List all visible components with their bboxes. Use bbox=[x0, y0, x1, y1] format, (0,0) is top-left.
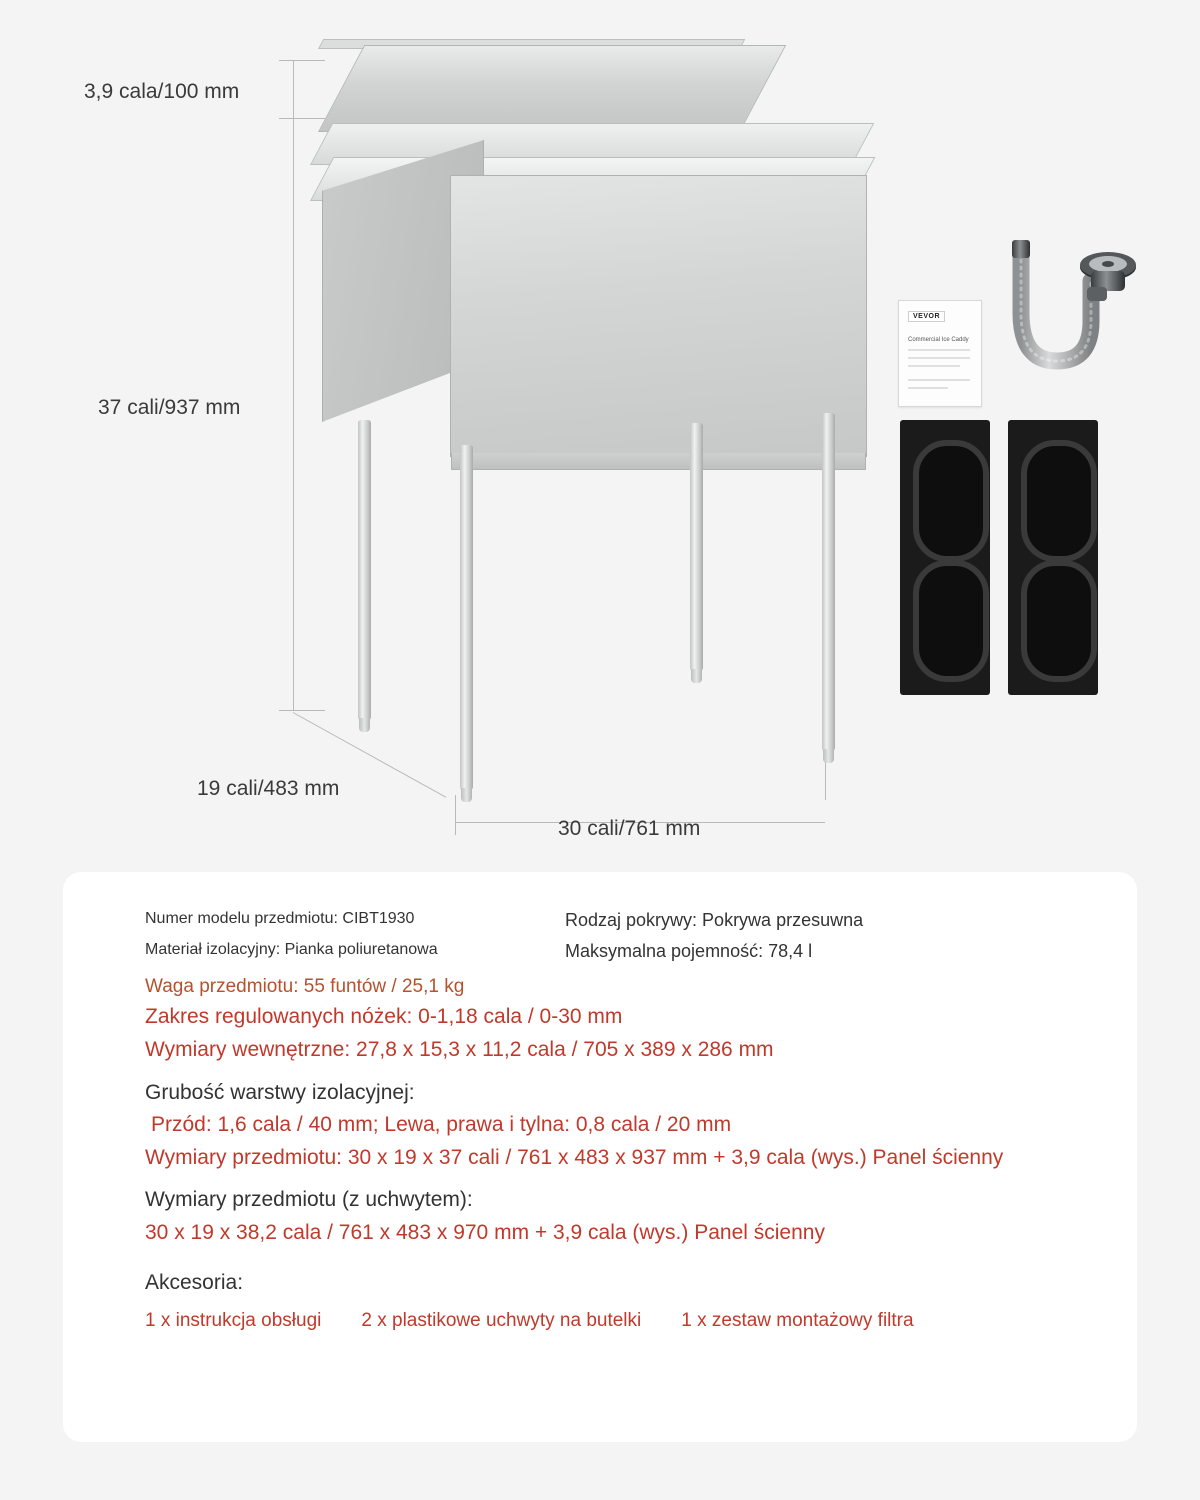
manual-brand-label: VEVOR bbox=[908, 311, 945, 322]
spec-item-dimensions-handle-value: 30 x 19 x 38,2 cala / 761 x 483 x 970 mm + 3,9 cala (wys.) Panel ścienny bbox=[145, 1220, 825, 1244]
spec-item-weight: Waga przedmiotu: 55 funtów / 25,1 kg bbox=[145, 976, 465, 997]
ice-bin-illustration bbox=[300, 45, 890, 815]
manual-text-line bbox=[908, 379, 970, 381]
spec-insulation-thickness-value: Przód: 1,6 cala / 40 mm; Lewa, prawa i tylna: 0,8 cala / 20 mm bbox=[151, 1113, 732, 1137]
spec-insulation-material: Materiał izolacyjny: Pianka poliuretanowa bbox=[145, 941, 438, 958]
foot-rear-right bbox=[691, 669, 702, 683]
bottle-slot bbox=[1021, 560, 1097, 682]
spec-row-model bbox=[63, 910, 1137, 931]
spec-insulation-thickness-title: Grubość warstwy izolacyjnej: bbox=[145, 1080, 415, 1104]
bottle-slot bbox=[1021, 440, 1097, 562]
bottle-holder-left bbox=[900, 420, 990, 695]
specifications-card bbox=[63, 872, 1137, 1442]
spec-model-number: Numer modelu przedmiotu: CIBT1930 bbox=[145, 910, 415, 927]
manual-text-line bbox=[908, 357, 970, 359]
manual-text-line bbox=[908, 349, 970, 351]
wall-panel-backsplash bbox=[318, 45, 786, 132]
foot-front-left bbox=[359, 718, 370, 732]
leg-front-center bbox=[460, 445, 473, 790]
foot-front-right bbox=[823, 749, 834, 763]
height-guide-vertical bbox=[293, 60, 294, 710]
manual-title-label: Commercial Ice Caddy bbox=[908, 337, 969, 343]
bottle-slot bbox=[913, 440, 989, 562]
bin-front-panel bbox=[450, 175, 867, 457]
spec-inner-dimensions: Wymiary wewnętrzne: 27,8 x 15,3 x 11,2 cala / 705 x 389 x 286 mm bbox=[145, 1037, 774, 1061]
accessory-item: 1 x zestaw montażowy filtra bbox=[681, 1309, 914, 1331]
manual-text-line bbox=[908, 387, 948, 389]
leg-front-right bbox=[822, 413, 835, 751]
accessory-item: 2 x plastikowe uchwyty na butelki bbox=[361, 1309, 642, 1331]
dimension-label-depth: 19 cali/483 mm bbox=[197, 777, 340, 800]
leg-front-left bbox=[358, 420, 371, 720]
accessories-illustration bbox=[890, 235, 1150, 705]
foot-front-center bbox=[461, 788, 472, 802]
bottle-holder-right bbox=[1008, 420, 1098, 695]
dimension-label-backsplash-height: 3,9 cala/100 mm bbox=[84, 80, 240, 103]
dimension-label-overall-height: 37 cali/937 mm bbox=[98, 396, 241, 419]
spec-leg-adjust-range: Zakres regulowanych nóżek: 0-1,18 cala / 0-30 mm bbox=[145, 1005, 623, 1029]
spec-lid-type: Rodzaj pokrywy: Pokrywa przesuwna bbox=[565, 910, 864, 930]
drain-hose-kit-icon bbox=[995, 235, 1145, 395]
bottle-slot bbox=[913, 560, 989, 682]
spec-item-dimensions: Wymiary przedmiotu: 30 x 19 x 37 cali / 761 x 483 x 937 mm + 3,9 cala (wys.) Panel ścienny bbox=[145, 1145, 1004, 1169]
manual-text-line bbox=[908, 365, 960, 367]
spec-accessories-list bbox=[63, 1310, 1137, 1332]
spec-accessories-title: Akcesoria: bbox=[145, 1271, 244, 1295]
spec-max-capacity: Maksymalna pojemność: 78,4 l bbox=[565, 941, 813, 961]
dimension-label-width: 30 cali/761 mm bbox=[558, 817, 701, 840]
accessory-item: 1 x instrukcja obsługi bbox=[145, 1309, 322, 1331]
leg-rear-right bbox=[690, 423, 703, 671]
spec-item-dimensions-handle-title: Wymiary przedmiotu (z uchwytem): bbox=[145, 1188, 473, 1212]
instruction-manual-icon bbox=[898, 300, 982, 407]
spec-row-insulation bbox=[63, 941, 1137, 962]
